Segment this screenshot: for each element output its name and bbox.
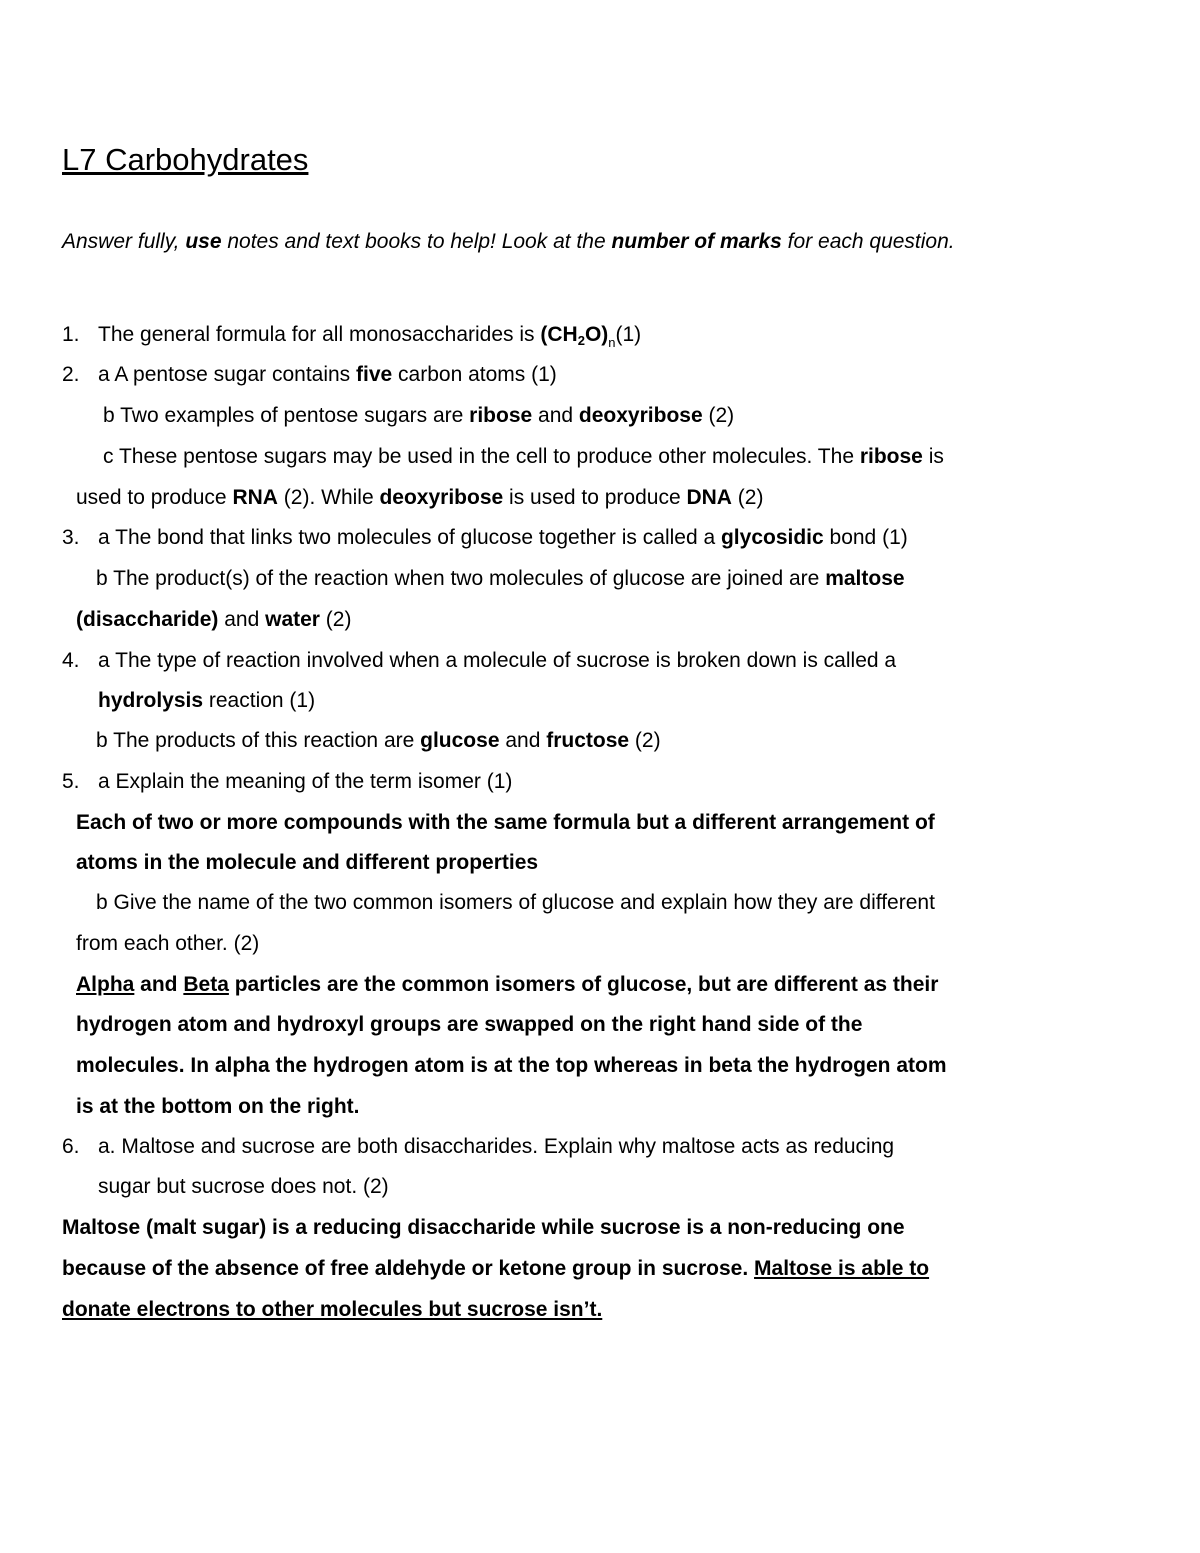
question-text: c These pentose sugars may be used in the cell to produce other molecules. The: [103, 445, 860, 468]
question-text: bond (1): [823, 526, 908, 549]
question-text: a The bond that links two molecules of glucose together is called a: [98, 526, 721, 549]
answer-bold: deoxyribose: [578, 404, 703, 427]
question-text: a A pentose sugar contains: [98, 363, 357, 386]
instructions-text: Answer fully,: [62, 230, 186, 253]
question-text: b The products of this reaction are: [96, 729, 421, 752]
question-5b-line1: [96, 890, 935, 916]
answer-bold: water: [265, 608, 320, 631]
answer-6a-line2: [62, 1256, 929, 1282]
answer-bold: five: [356, 363, 393, 386]
answer-bold: RNA: [232, 486, 278, 509]
answer-bold: is at the bottom on the right.: [76, 1095, 360, 1118]
answer-bold: deoxyribose: [379, 486, 504, 509]
question-5b-line2: [76, 931, 259, 957]
answer-bold: Each of two or more compounds with the same formula but a different arrangement of: [76, 811, 935, 834]
question-number: 4.: [62, 649, 80, 672]
instructions-bold-use: use: [185, 230, 222, 253]
answer-bold: glucose: [420, 729, 500, 752]
question-2a: [62, 362, 557, 388]
answer-bold: atoms in the molecule and different properties: [76, 851, 539, 874]
question-2b: [103, 403, 734, 429]
answer-5b-line3: [76, 1053, 947, 1079]
question-1: [62, 322, 641, 348]
instructions-bold-marks: number of marks: [611, 230, 782, 253]
answer-bold: maltose: [825, 567, 905, 590]
question-text: is used to produce: [503, 486, 687, 509]
instructions: [62, 228, 1022, 255]
answer-bold: Maltose (malt sugar) is a reducing disaccharide while sucrose is a non-reducing one: [62, 1216, 905, 1239]
question-text: (2): [702, 404, 735, 427]
answer-bold: fructose: [546, 729, 630, 752]
question-number: 1.: [62, 323, 80, 346]
answer-beta: Beta: [183, 973, 229, 996]
answer-6a-line1: [62, 1215, 905, 1241]
question-number: 6.: [62, 1135, 80, 1158]
question-number: 3.: [62, 526, 80, 549]
general-formula: [540, 323, 608, 346]
question-text: (2): [629, 729, 661, 752]
question-text: a. Maltose and sucrose are both disaccharides. Explain why maltose acts as reducing: [98, 1135, 895, 1158]
answer-bold: (disaccharide): [76, 608, 219, 631]
question-4a-line1: [62, 648, 896, 674]
question-text: (2): [319, 608, 352, 631]
answer-5b-line4: [76, 1094, 359, 1120]
answer-underlined: Maltose is able to: [754, 1257, 930, 1280]
answer-bold: and: [134, 973, 184, 996]
question-text: (2): [731, 486, 764, 509]
question-3a: [62, 525, 908, 551]
question-5a: [62, 769, 512, 795]
question-text: a The type of reaction involved when a molecule of sucrose is broken down is called a: [98, 649, 897, 672]
question-3b-line1: [96, 566, 905, 592]
question-text: and: [532, 404, 579, 427]
question-number: 5.: [62, 770, 80, 793]
question-text: (2). While: [277, 486, 380, 509]
answer-bold: glycosidic: [720, 526, 824, 549]
answer-bold: DNA: [686, 486, 732, 509]
formula-part: (CH: [540, 323, 578, 346]
question-6a-line2: [98, 1174, 389, 1200]
question-6a-line1: [62, 1134, 894, 1160]
question-text: b Two examples of pentose sugars are: [103, 404, 470, 427]
question-3b-line2: [76, 607, 351, 633]
formula-subscript-n: n: [608, 335, 616, 350]
page-title: L7 Carbohydrates: [62, 142, 309, 177]
question-text: from each other. (2): [76, 932, 260, 955]
answer-bold: particles are the common isomers of glucose, but are different as their: [228, 973, 939, 996]
answer-bold: because of the absence of free aldehyde or ketone group in sucrose.: [62, 1257, 755, 1280]
formula-subscript: 2: [577, 333, 585, 348]
question-text: used to produce: [76, 486, 233, 509]
answer-6a-line3: [62, 1297, 602, 1323]
instructions-text: notes and text books to help! Look at the: [221, 230, 612, 253]
question-text: carbon atoms (1): [392, 363, 557, 386]
question-text: The general formula for all monosaccharides is: [98, 323, 541, 346]
question-text: reaction (1): [203, 689, 316, 712]
question-text: sugar but sucrose does not. (2): [98, 1175, 389, 1198]
answer-bold: ribose: [859, 445, 923, 468]
answer-5a-line2: [76, 850, 538, 876]
question-text: b Give the name of the two common isomers of glucose and explain how they are different: [96, 891, 935, 914]
question-text: b The product(s) of the reaction when two molecules of glucose are joined are: [96, 567, 826, 590]
answer-alpha: Alpha: [76, 973, 135, 996]
answer-bold: hydrogen atom and hydroxyl groups are swapped on the right hand side of the: [76, 1013, 863, 1036]
answer-5b-line2: [76, 1012, 862, 1038]
answer-5b-line1: [76, 972, 938, 998]
marks: (1): [615, 323, 642, 346]
instructions-text: for each question.: [781, 230, 955, 253]
answer-5a-line1: [76, 810, 935, 836]
answer-bold: hydrolysis: [98, 689, 204, 712]
formula-part: O): [584, 323, 609, 346]
question-2c-line2: [76, 485, 763, 511]
question-4a-line2: [98, 688, 315, 714]
answer-bold: ribose: [469, 404, 533, 427]
question-number: 2.: [62, 363, 80, 386]
answer-underlined: donate electrons to other molecules but sucrose isn’t.: [62, 1298, 603, 1321]
question-2c-line1: [103, 444, 944, 470]
question-text: and: [218, 608, 266, 631]
question-text: and: [499, 729, 547, 752]
question-text: is: [922, 445, 944, 468]
question-text: a Explain the meaning of the term isomer (1): [98, 770, 513, 793]
answer-bold: molecules. In alpha the hydrogen atom is at the top whereas in beta the hydrogen atom: [76, 1054, 947, 1077]
question-4b: [96, 728, 661, 754]
